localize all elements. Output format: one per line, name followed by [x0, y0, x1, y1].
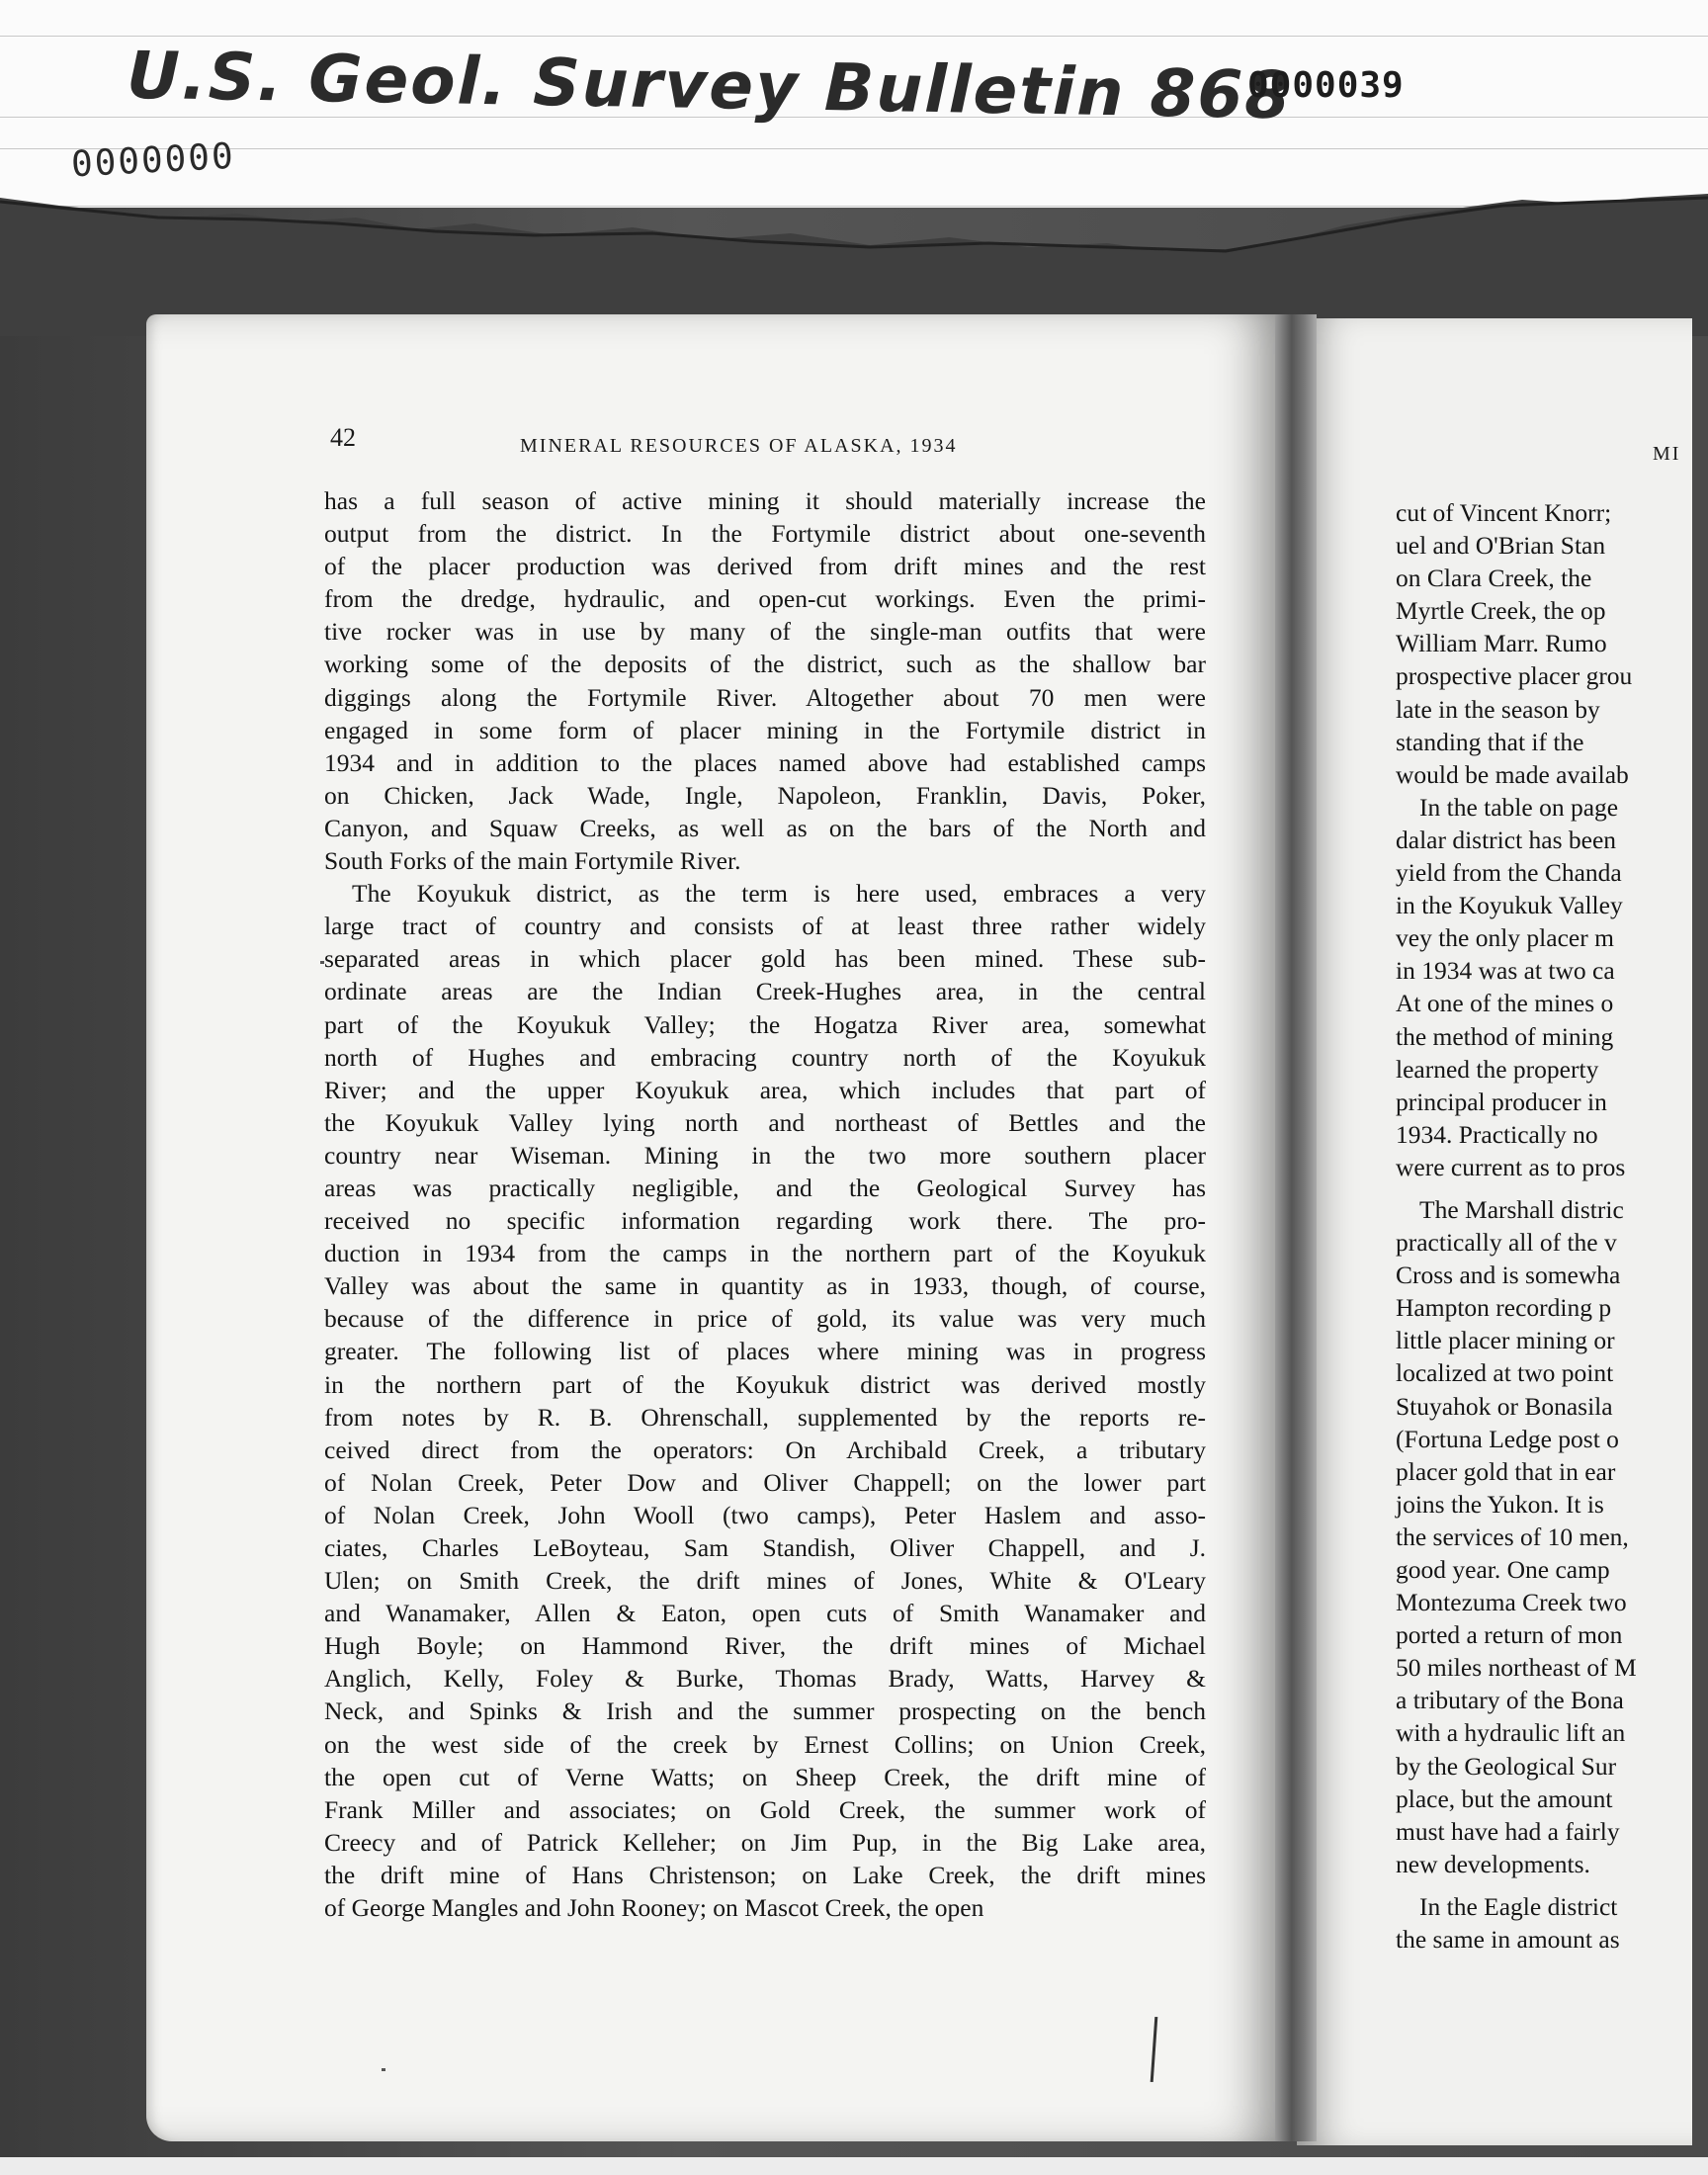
text-line: late in the season by	[1396, 694, 1600, 724]
text-line: learned the property	[1396, 1054, 1599, 1084]
text-line: South Forks of the main Fortymile River.	[324, 846, 741, 876]
text-line: Canyon, and Squaw Creeks, as well as on the bars of the North and	[324, 813, 1206, 842]
text-line: little placer mining or	[1396, 1326, 1615, 1355]
text-line: new developments.	[1396, 1849, 1590, 1878]
text-line: a tributary of the Bona	[1396, 1686, 1624, 1715]
text-line: placer gold that in ear	[1396, 1456, 1616, 1486]
text-line: Hugh Boyle; on Hammond River, the drift mines of Michael	[324, 1631, 1206, 1661]
text-line: In the Eagle district	[1419, 1891, 1618, 1921]
text-line: In the table on page	[1419, 792, 1619, 822]
paragraph-gap	[1396, 1183, 1692, 1193]
text-line: on Clara Creek, the	[1396, 564, 1592, 593]
text-line: Anglich, Kelly, Foley & Burke, Thomas Brady, Watts, Harvey &	[324, 1664, 1206, 1694]
text-line: 1934 and in addition to the places named above had established camps	[324, 747, 1206, 777]
text-line: prospective placer grou	[1396, 661, 1633, 691]
text-line: yield from the Chanda	[1396, 858, 1622, 888]
code-stamp: 0000000	[70, 135, 236, 186]
text-line: north of Hughes and embracing country north of the Koyukuk	[324, 1042, 1206, 1072]
text-line: William Marr. Rumo	[1396, 629, 1607, 658]
text-line: the drift mine of Hans Christenson; on Lake Creek, the drift mines	[324, 1860, 1206, 1889]
text-line: dalar district has been	[1396, 825, 1617, 854]
text-line: The Koyukuk district, as the term is here used, embraces a very	[352, 879, 1206, 909]
running-head: MINERAL RESOURCES OF ALASKA, 1934	[520, 435, 958, 457]
text-line: ceived direct from the operators: On Archibald Creek, a tributary	[324, 1435, 1206, 1464]
text-line: Myrtle Creek, the op	[1396, 596, 1606, 626]
handwritten-title: U.S. Geol. Survey Bulletin 868	[126, 37, 1293, 134]
text-line: ciates, Charles LeBoyteau, Sam Standish, Oliver Chappell, and J.	[324, 1533, 1206, 1562]
speck	[382, 2068, 385, 2071]
text-line: duction in 1934 from the camps in the northern part of the Koyukuk	[324, 1239, 1206, 1268]
text-line: standing that if the	[1396, 727, 1584, 756]
text-line: received no specific information regarding work there. The pro-	[324, 1206, 1206, 1236]
page-number: 42	[330, 423, 356, 452]
text-line: greater. The following list of places where mining was in progress	[324, 1337, 1206, 1366]
torn-paper-edge	[0, 178, 1708, 336]
text-line: of George Mangles and John Rooney; on Mascot Creek, the open	[324, 1893, 984, 1923]
text-line: At one of the mines o	[1396, 989, 1614, 1018]
text-line: principal producer in	[1396, 1087, 1607, 1116]
text-line: ordinate areas are the Indian Creek-Hughes area, in the central	[324, 977, 1206, 1006]
text-line: from the dredge, hydraulic, and open-cut workings. Even the primi-	[324, 584, 1206, 614]
text-line: on the west side of the creek by Ernest Collins; on Union Creek,	[324, 1729, 1206, 1759]
text-line: by the Geological Sur	[1396, 1751, 1617, 1781]
text-line: the open cut of Verne Watts; on Sheep Creek, the drift mine of	[324, 1762, 1206, 1791]
text-line: areas was practically negligible, and the Geological Survey has	[324, 1173, 1206, 1202]
left-page-body	[324, 484, 1206, 1924]
text-line: in the northern part of the Koyukuk district was derived mostly	[324, 1369, 1206, 1399]
text-line: 1934. Practically no	[1396, 1119, 1598, 1149]
text-line: vey the only placer m	[1396, 923, 1614, 953]
text-line: the method of mining	[1396, 1021, 1614, 1051]
text-line: tive rocker was in use by many of the single-man outfits that were	[324, 617, 1206, 647]
text-line: the services of 10 men,	[1396, 1522, 1629, 1551]
ruled-line	[0, 148, 1708, 149]
text-line: of the placer production was derived from drift mines and the rest	[324, 552, 1206, 581]
text-line: must have had a fairly	[1396, 1816, 1620, 1846]
text-line: localized at two point	[1396, 1358, 1614, 1388]
text-line: of Nolan Creek, John Wooll (two camps), Peter Haslem and asso-	[324, 1500, 1206, 1529]
text-line: output from the district. In the Fortymile district about one-seventh	[324, 519, 1206, 549]
text-line: joins the Yukon. It is	[1396, 1489, 1604, 1519]
speck	[320, 961, 324, 964]
text-line: were current as to pros	[1396, 1152, 1626, 1181]
text-line: the same in amount as	[1396, 1925, 1620, 1955]
text-line: working some of the deposits of the district, such as the shallow bar	[324, 650, 1206, 679]
text-line: place, but the amount	[1396, 1784, 1613, 1813]
bottom-band	[0, 2157, 1708, 2175]
text-line: Creecy and of Patrick Kelleher; on Jim Pup, in the Big Lake area,	[324, 1827, 1206, 1857]
text-line: uel and O'Brian Stan	[1396, 531, 1606, 561]
text-line: in 1934 was at two ca	[1396, 956, 1615, 986]
text-line: from notes by R. B. Ohrenschall, supplemented by the reports re-	[324, 1402, 1206, 1432]
text-line: large tract of country and consists of at least three rather widely	[324, 912, 1206, 941]
text-line: separated areas in which placer gold has been mined. These sub-	[324, 944, 1206, 974]
text-line: good year. One camp	[1396, 1555, 1610, 1584]
right-page-body	[1396, 496, 1692, 1956]
text-line: Stuyahok or Bonasila	[1396, 1391, 1613, 1421]
text-line: Hampton recording p	[1396, 1293, 1612, 1323]
text-line: country near Wiseman. Mining in the two more southern placer	[324, 1140, 1206, 1170]
text-line: cut of Vincent Knorr;	[1396, 498, 1612, 527]
text-line: ported a return of mon	[1396, 1620, 1623, 1650]
text-line: has a full season of active mining it should materially increase the	[324, 486, 1206, 515]
text-line: The Marshall distric	[1419, 1194, 1624, 1224]
ruled-line	[0, 36, 1708, 37]
paragraph-gap	[1396, 1880, 1692, 1890]
text-line: River; and the upper Koyukuk area, which includes that part of	[324, 1075, 1206, 1104]
text-line: Neck, and Spinks & Irish and the summer prospecting on the bench	[324, 1696, 1206, 1726]
text-line: the Koyukuk Valley lying north and northeast of Bettles and the	[324, 1107, 1206, 1137]
text-line: would be made availab	[1396, 759, 1629, 789]
text-line: diggings along the Fortymile River. Altogether about 70 men were	[324, 682, 1206, 712]
text-line: practically all of the v	[1396, 1228, 1617, 1258]
text-line: Montezuma Creek two	[1396, 1588, 1627, 1617]
text-line: Cross and is somewha	[1396, 1261, 1621, 1290]
serial-number: 0000039	[1247, 65, 1405, 106]
text-line: engaged in some form of placer mining in the Fortymile district in	[324, 715, 1206, 744]
text-line: Frank Miller and associates; on Gold Creek, the summer work of	[324, 1794, 1206, 1824]
text-line: because of the difference in price of gold, its value was very much	[324, 1304, 1206, 1334]
text-line: on Chicken, Jack Wade, Ingle, Napoleon, Franklin, Davis, Poker,	[324, 780, 1206, 810]
text-line: Ulen; on Smith Creek, the drift mines of Jones, White & O'Leary	[324, 1566, 1206, 1596]
text-line: 50 miles northeast of M	[1396, 1653, 1637, 1683]
text-line: Valley was about the same in quantity as in 1933, though, of course,	[324, 1271, 1206, 1301]
text-line: (Fortuna Ledge post o	[1396, 1424, 1619, 1453]
text-line: and Wanamaker, Allen & Eaton, open cuts of Smith Wanamaker and	[324, 1599, 1206, 1628]
text-line: with a hydraulic lift an	[1396, 1718, 1626, 1748]
right-running-head: MI	[1653, 443, 1681, 465]
text-line: in the Koyukuk Valley	[1396, 891, 1623, 920]
right-page-clip	[1297, 318, 1692, 2145]
text-line: of Nolan Creek, Peter Dow and Oliver Chappell; on the lower part	[324, 1467, 1206, 1497]
text-line: part of the Koyukuk Valley; the Hogatza River area, somewhat	[324, 1009, 1206, 1039]
